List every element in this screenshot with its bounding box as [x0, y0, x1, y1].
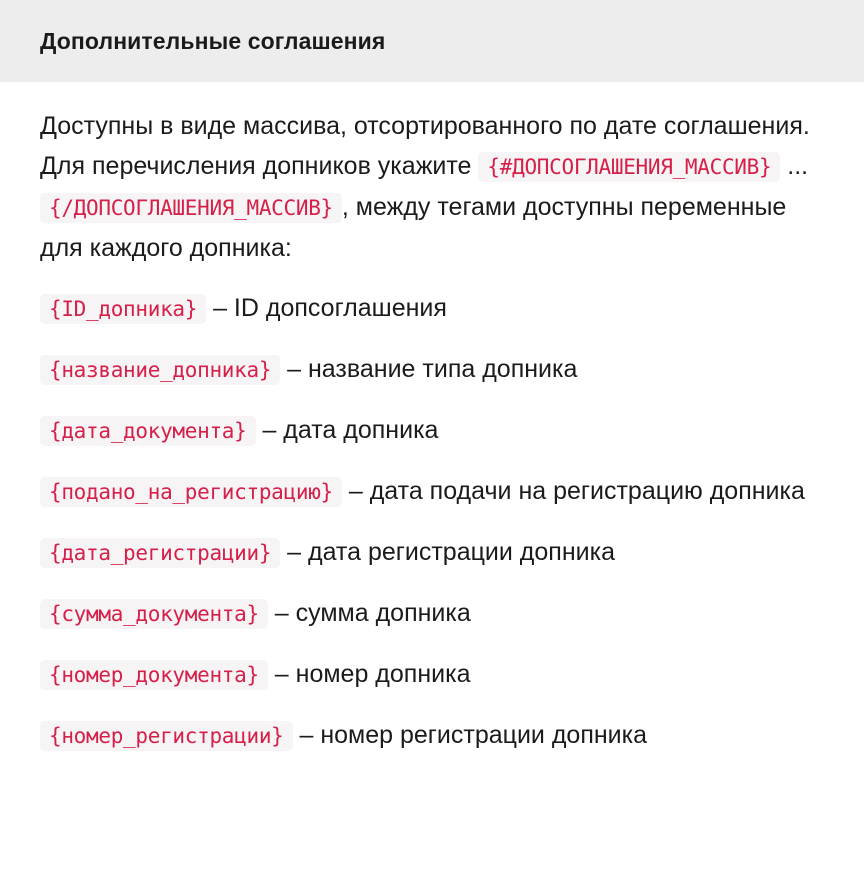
variable-description: – дата подачи на регистрацию допника: [348, 477, 805, 505]
variable-description: – название типа допника: [287, 355, 578, 383]
variable-description: – номер допника: [274, 660, 471, 688]
variable-tag: {номер_документа}: [40, 660, 268, 690]
variable-item: [40, 349, 834, 390]
variable-item: [40, 410, 834, 451]
variable-item: [40, 532, 834, 573]
variable-description: – дата допника: [262, 416, 439, 444]
variable-tag: {дата_регистрации}: [40, 538, 280, 568]
variable-description: – номер регистрации допника: [299, 721, 648, 749]
variable-tag: {номер_регистрации}: [40, 721, 293, 751]
variable-description: – дата регистрации допника: [287, 538, 615, 566]
variable-description: – сумма допника: [274, 599, 471, 627]
section-header: [0, 0, 864, 82]
variable-tag: {название_допника}: [40, 355, 280, 385]
section-body: [0, 82, 864, 756]
section-title: Дополнительные соглашения: [40, 27, 386, 54]
array-open-tag: {#ДОПСОГЛАШЕНИЯ_МАССИВ}: [478, 152, 780, 182]
variable-description: – ID допсоглашения: [213, 294, 447, 322]
variable-item: [40, 471, 834, 512]
variable-item: [40, 593, 834, 634]
variable-tag: {сумма_документа}: [40, 599, 268, 629]
variable-item: [40, 288, 834, 329]
intro-ellipsis: ...: [787, 152, 809, 180]
intro-text-continued: , между тегами доступны переменные для каждого допника:: [40, 193, 787, 262]
variable-item: [40, 654, 834, 695]
variable-list: [40, 288, 834, 756]
variable-tag: {ID_допника}: [40, 294, 206, 324]
variable-tag: {дата_документа}: [40, 416, 256, 446]
array-close-tag: {/ДОПСОГЛАШЕНИЯ_МАССИВ}: [40, 193, 342, 223]
variable-item: [40, 715, 834, 756]
intro-text: Доступны в виде массива, отсортированного по дате соглашения. Для перечисления допников укажите: [40, 112, 810, 180]
intro-paragraph: [40, 106, 834, 268]
variable-tag: {подано_на_регистрацию}: [40, 477, 342, 507]
